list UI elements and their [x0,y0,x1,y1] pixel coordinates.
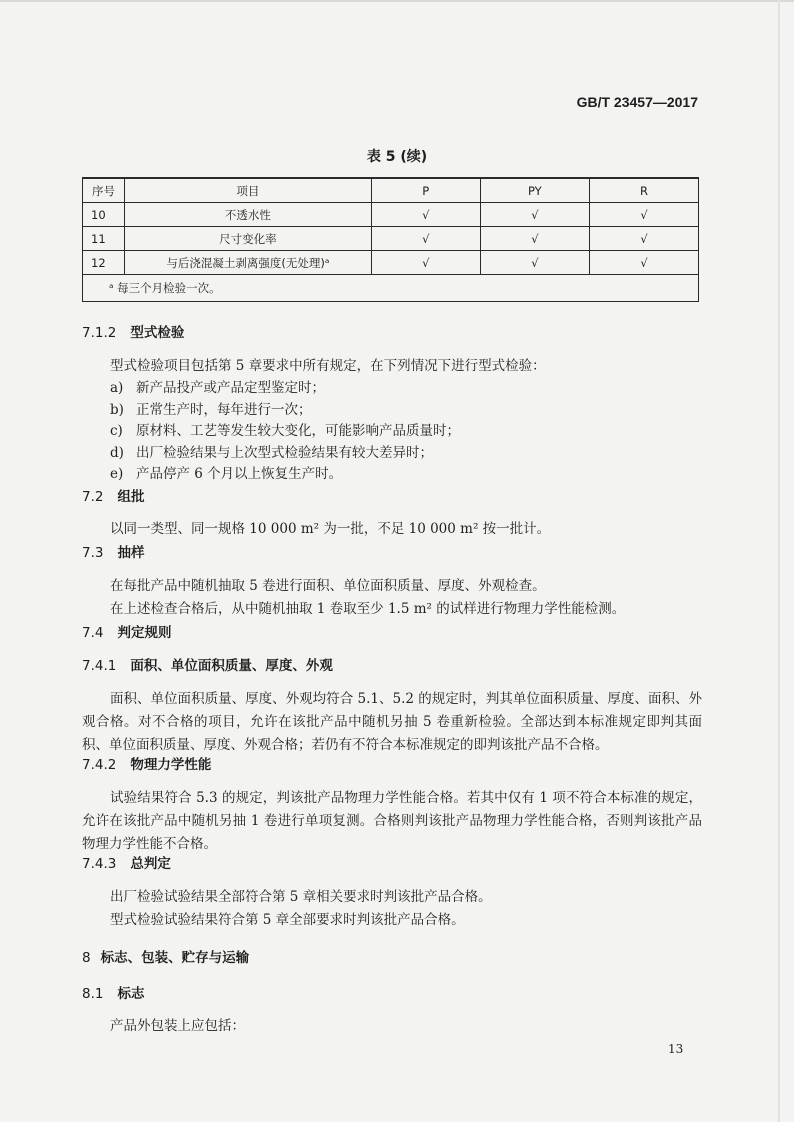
section-number: 7.4 [82,625,104,641]
inspection-table [82,177,699,302]
paragraph: 型式检验试验结果符合第 5 章全部要求时判该批产品合格。 [110,912,465,928]
section-title: 标志 [117,986,145,1002]
list-item [110,464,702,486]
section-7-2 [82,486,702,541]
check-mark: √ [590,203,699,227]
list-label: e) [110,466,124,482]
column-header: R [590,178,699,203]
check-mark: √ [371,203,480,227]
standard-number: GB/T 23457—2017 [576,94,698,110]
section-number: 7.4.1 [82,658,117,674]
table-footnote-row [83,275,699,302]
list-item [110,421,702,443]
row-number: 10 [83,203,125,227]
section-number: 7.1.2 [82,325,117,341]
section-number: 7.4.2 [82,757,117,773]
section-heading [82,655,702,677]
list-text: 正常生产时，每年进行一次； [136,401,312,418]
table-footnote: ᵃ 每三个月检验一次。 [83,275,699,302]
paragraph: 在每批产品中随机抽取 5 卷进行面积、单位面积质量、厚度、外观检查。 [110,578,546,594]
list-text: 原材料、工艺等发生较大变化，可能影响产品质量时； [136,423,460,439]
check-mark: √ [371,227,480,251]
section-7-4 [82,622,702,644]
check-mark: √ [480,203,589,227]
section-number: 8 [82,950,91,966]
column-header: 项目 [125,178,372,203]
page-edge [778,0,780,1122]
paragraph: 产品外包装上应包括： [110,1018,245,1034]
table-caption: 表 5 (续) [366,149,428,165]
section-number: 7.4.3 [82,856,117,872]
list-item [110,443,702,465]
list-item [110,400,702,422]
section-title: 标志、包装、贮存与运输 [100,950,250,966]
section-title: 抽样 [117,545,145,561]
section-title: 组批 [117,489,145,505]
check-mark: √ [480,251,589,275]
section-title: 判定规则 [117,625,172,641]
section-8-1 [82,983,702,1038]
table-row [83,227,699,251]
section-heading [82,322,702,344]
section-number: 7.3 [82,545,104,561]
column-header: P [371,178,480,203]
list-label: c) [110,423,123,439]
check-mark: √ [590,227,699,251]
paragraph: 在上述检查合格后，从中随机抽取 1 卷取至少 1.5 m² 的试样进行物理力学性能检测。 [110,601,626,617]
table-row [83,251,699,275]
list-label: d) [110,444,124,461]
list-item [110,378,702,400]
table-row [83,203,699,227]
section-heading [82,486,702,508]
check-mark: √ [590,251,699,275]
list-text: 出厂检验结果与上次型式检验结果有较大差异时； [136,444,433,461]
check-mark: √ [371,251,480,275]
section-heading [82,754,702,776]
section-number: 8.1 [82,986,104,1002]
page-number: 13 [668,1042,684,1056]
table-header-row [83,178,699,203]
paragraph: 出厂检验试验结果全部符合第 5 章相关要求时判该批产品合格。 [110,889,492,905]
section-7-3 [82,542,702,621]
section-heading [82,853,702,875]
check-mark: √ [480,227,589,251]
row-item: 不透水性 [125,203,372,227]
paragraph: 以同一类型、同一规格 10 000 m² 为一批，不足 10 000 m² 按一批计。 [110,521,551,537]
list-text: 新产品投产或产品定型鉴定时； [136,380,325,396]
section-8 [82,947,702,969]
section-title: 面积、单位面积质量、厚度、外观 [130,658,333,674]
section-heading [82,947,702,969]
row-item: 尺寸变化率 [125,227,372,251]
section-7-1-2 [82,322,702,486]
row-item: 与后浇混凝土剥离强度(无处理)ᵃ [125,251,372,275]
page-edge [0,0,794,2]
paragraph: 试验结果符合 5.3 的规定，判该批产品物理力学性能合格。若其中仅有 1 项不符合本标准的规定，允许在该批产品中随机另抽 1 卷进行单项复测。合格则判该批产品物理力学性能合格，否则判该批产品物理力学性能不合格。 [82,790,702,852]
section-title: 物理力学性能 [130,757,212,773]
column-header: 序号 [83,178,125,203]
row-number: 12 [83,251,125,275]
section-7-4-2 [82,754,702,856]
section-title: 型式检验 [130,325,185,341]
section-heading [82,983,702,1005]
list-text: 产品停产 6 个月以上恢复生产时。 [136,466,343,482]
column-header: PY [480,178,589,203]
section-7-4-3 [82,853,702,932]
section-heading [82,622,702,644]
section-title: 总判定 [130,856,171,872]
section-number: 7.2 [82,489,104,505]
section-7-4-1 [82,655,702,757]
section-heading [82,542,702,564]
paragraph: 面积、单位面积质量、厚度、外观均符合 5.1、5.2 的规定时，判其单位面积质量、厚度、面积、外观合格。对不合格的项目，允许在该批产品中随机另抽 5 卷重新检验。全部达到本标准规定即判其面积、单位面积质量、厚度、外观合格；若仍有不符合本标准规定的即判该批产品不合格。 [82,691,702,753]
paragraph: 型式检验项目包括第 5 章要求中所有规定，在下列情况下进行型式检验： [110,358,546,374]
list-label: b) [110,401,124,418]
list-label: a) [110,380,124,396]
row-number: 11 [83,227,125,251]
